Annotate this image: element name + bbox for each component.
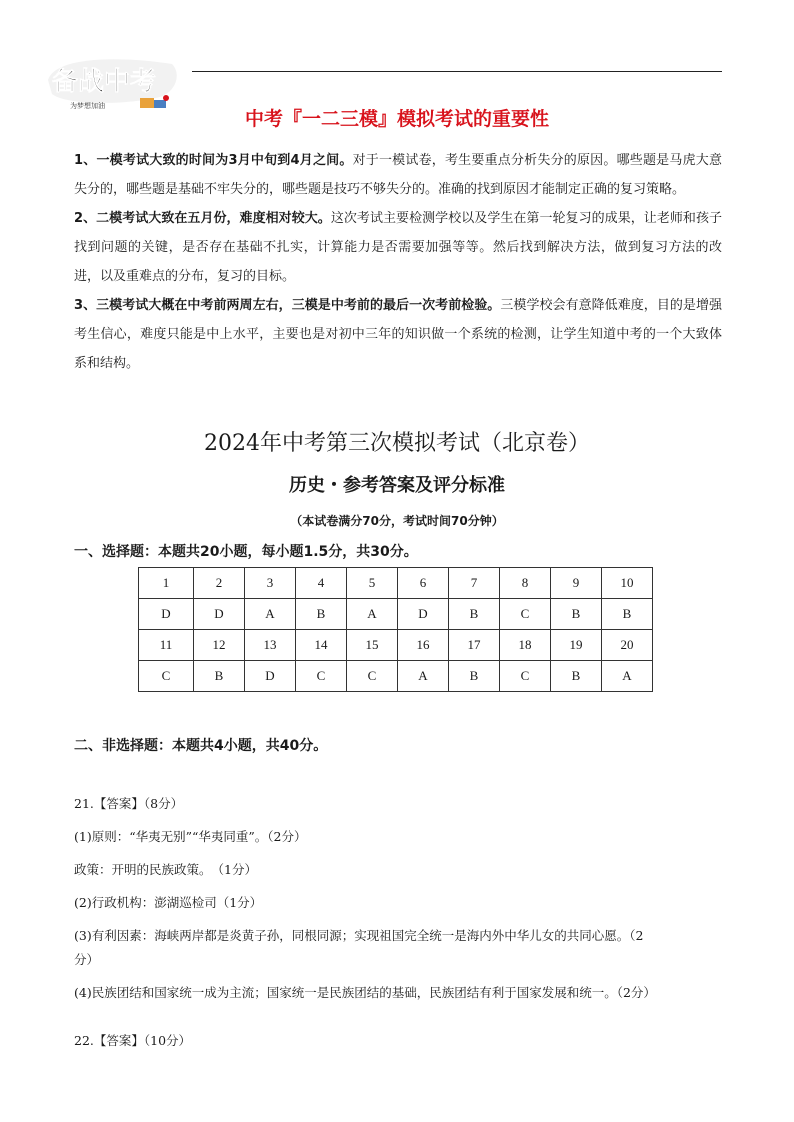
intro-bold-lead: 2、二模考试大致在五月份，难度相对较大。: [74, 211, 331, 226]
q21-line-1: (1)原则：“华夷无别”“华夷同重”。（2分）: [74, 829, 307, 844]
score-note: （本试卷满分70分，考试时间70分钟）: [290, 514, 504, 528]
page-title: 中考『一二三模』模拟考试的重要性: [244, 108, 549, 130]
table-cell: C: [500, 661, 551, 692]
table-cell: B: [551, 599, 602, 630]
table-cell: 13: [245, 630, 296, 661]
intro-paragraph: [74, 146, 722, 204]
table-cell: 12: [194, 630, 245, 661]
table-cell: 9: [551, 568, 602, 599]
table-cell: 14: [296, 630, 347, 661]
table-cell: C: [139, 661, 194, 692]
q21-heading: 21.【答案】（8分）: [74, 796, 184, 811]
table-cell: 11: [139, 630, 194, 661]
table-cell: 3: [245, 568, 296, 599]
section-heading-choice: 一、选择题：本题共20小题，每小题1.5分，共30分。: [74, 544, 418, 560]
table-cell: D: [245, 661, 296, 692]
intro-body: 三模学校会有意降低难度，目的是增强考生信心，难度只能是中上水平，主要也是对初中三年的知识做一个系统的检测，让学生知道中考的一个大致体系和结构。: [74, 298, 722, 371]
table-row: [139, 599, 653, 630]
logo-text: 备战中考: [52, 67, 157, 97]
logo-graphic: [44, 50, 184, 112]
section-heading-nonchoice: 二、非选择题：本题共4小题，共40分。: [74, 738, 328, 754]
intro-body: 对于一模试卷，考生要重点分析失分的原因。哪些题是马虎大意失分的，哪些题是基础不牢失分的，哪些题是技巧不够失分的。准确的找到原因才能制定正确的复习策略。: [74, 153, 722, 197]
table-cell: B: [296, 599, 347, 630]
logo-tagline: 为梦想加油: [70, 102, 105, 110]
table-cell: 19: [551, 630, 602, 661]
intro-paragraph: [74, 204, 722, 291]
table-cell: 6: [398, 568, 449, 599]
table-cell: C: [500, 599, 551, 630]
table-cell: B: [602, 599, 653, 630]
table-cell: B: [449, 661, 500, 692]
table-cell: 1: [139, 568, 194, 599]
intro-bold-lead: 1、一模考试大致的时间为3月中旬到4月之间。: [74, 153, 353, 168]
q22-heading: 22.【答案】（10分）: [74, 1033, 192, 1048]
table-cell: 16: [398, 630, 449, 661]
table-cell: 20: [602, 630, 653, 661]
table-cell: 8: [500, 568, 551, 599]
q21-line-2: 政策：开明的民族政策。 （1分）: [74, 862, 257, 877]
table-cell: C: [296, 661, 347, 692]
table-row: [139, 661, 653, 692]
table-cell: A: [602, 661, 653, 692]
table-cell: 17: [449, 630, 500, 661]
intro-body: 这次考试主要检测学校以及学生在第一轮复习的成果，让老师和孩子找到问题的关键，是否存在基础不扎实，计算能力是否需要加强等等。然后找到解决方法，做到复习方法的改进，以及重难点的分布，复习的目标。: [74, 211, 722, 284]
table-cell: B: [551, 661, 602, 692]
q21-line-4b: 分）: [74, 952, 100, 967]
q21-line-4a: (3)有利因素：海峡两岸都是炎黄子孙，同根同源；实现祖国完全统一是海内外中华儿女的共同心愿。（2: [74, 928, 644, 943]
table-cell: 10: [602, 568, 653, 599]
table-cell: D: [139, 599, 194, 630]
table-cell: A: [245, 599, 296, 630]
q21-line-5: (4)民族团结和国家统一成为主流；国家统一是民族团结的基础，民族团结有利于国家发展和统一。（2分）: [74, 985, 656, 1000]
table-cell: D: [398, 599, 449, 630]
intro-bold-lead: 3、三模考试大概在中考前两周左右，三模是中考前的最后一次考前检验。: [74, 298, 501, 313]
table-cell: 15: [347, 630, 398, 661]
header-rule: [192, 71, 722, 72]
answer-block: [74, 792, 726, 1053]
table-row: [139, 630, 653, 661]
table-row: [139, 568, 653, 599]
table-cell: A: [347, 599, 398, 630]
exam-subtitle: 历史・参考答案及评分标准: [289, 475, 505, 496]
table-cell: D: [194, 599, 245, 630]
intro-text: [74, 146, 722, 378]
table-cell: 18: [500, 630, 551, 661]
answer-table: [138, 567, 653, 692]
table-cell: B: [194, 661, 245, 692]
table-cell: A: [398, 661, 449, 692]
table-cell: 2: [194, 568, 245, 599]
table-cell: B: [449, 599, 500, 630]
table-cell: 7: [449, 568, 500, 599]
q21-line-3: (2)行政机构：澎湖巡检司（1分）: [74, 895, 263, 910]
exam-title: 2024年中考第三次模拟考试（北京卷）: [204, 431, 590, 456]
intro-paragraph: [74, 291, 722, 378]
table-cell: 5: [347, 568, 398, 599]
table-cell: C: [347, 661, 398, 692]
table-cell: 4: [296, 568, 347, 599]
logo: [44, 50, 184, 112]
